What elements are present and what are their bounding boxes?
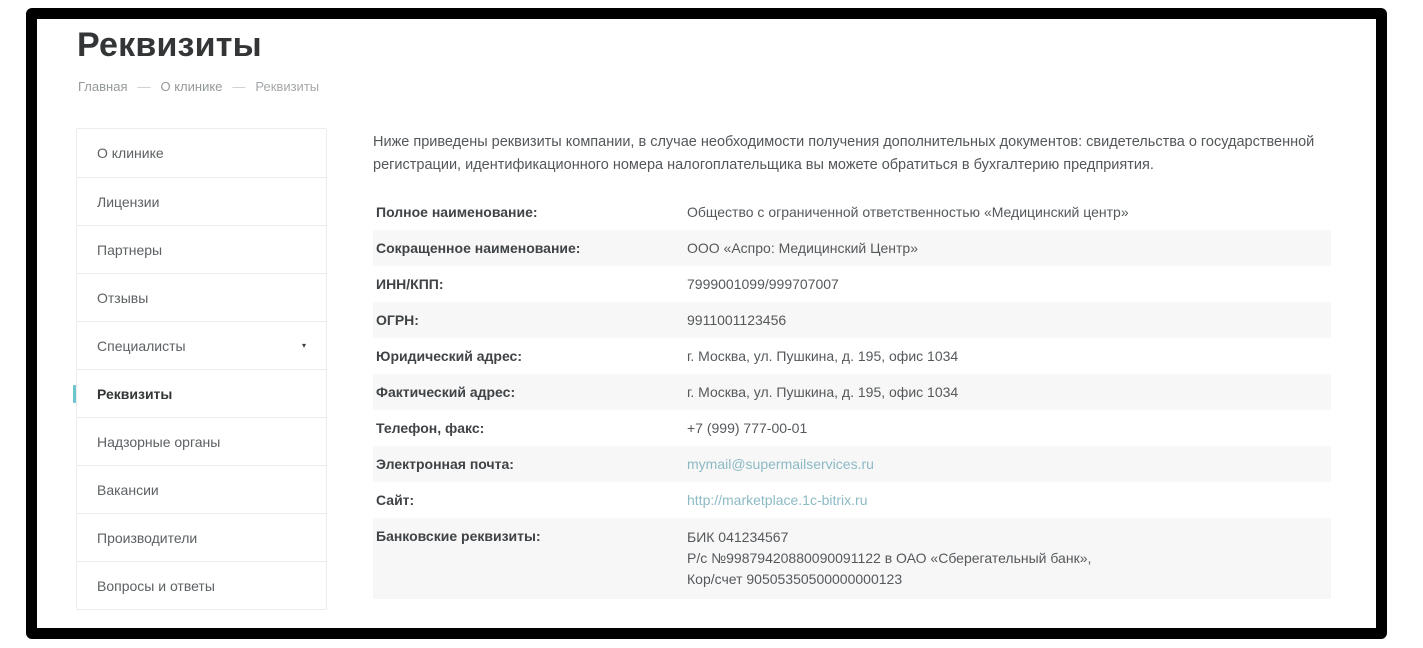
email-link[interactable]: mymail@supermailservices.ru	[687, 456, 874, 472]
sidebar-item-voprosy-i-otvety[interactable]	[77, 561, 326, 609]
table-row	[373, 446, 1331, 482]
site-link[interactable]: http://marketplace.1c-bitrix.ru	[687, 492, 868, 508]
breadcrumb-item-0[interactable]: Главная	[78, 79, 128, 94]
active-item-marker	[73, 385, 76, 403]
row-value-line: Р/с №99879420880090091122 в ОАО «Сберегательный банк»,	[687, 550, 1092, 566]
table-row	[373, 518, 1331, 599]
breadcrumb-item-2: Реквизиты	[255, 79, 320, 94]
row-label: Полное наименование:	[376, 204, 538, 220]
row-value: г. Москва, ул. Пушкина, д. 195, офис 1034	[687, 384, 959, 400]
breadcrumb	[78, 79, 319, 94]
row-label: ОГРН:	[376, 312, 419, 328]
row-value: Общество с ограниченной ответственностью «Медицинский центр»	[687, 204, 1129, 220]
row-label: Телефон, факс:	[376, 420, 485, 436]
row-value: ООО «Аспро: Медицинский Центр»	[687, 240, 918, 256]
row-value: 9911001123456	[687, 312, 787, 328]
sidebar-item-label: Лицензии	[97, 194, 160, 210]
table-row	[373, 230, 1331, 266]
table-row	[373, 266, 1331, 302]
row-value	[687, 527, 1331, 590]
row-label: Фактический адрес:	[376, 384, 516, 400]
sidebar-item-label: О клинике	[97, 145, 164, 161]
requisites-table	[373, 194, 1331, 599]
sidebar-item-label: Партнеры	[97, 242, 163, 258]
sidebar-item-rekvizity[interactable]	[77, 369, 326, 417]
table-row	[373, 338, 1331, 374]
sidebar-item-label: Вопросы и ответы	[97, 578, 215, 594]
sidebar-item-label: Отзывы	[97, 290, 149, 306]
sidebar-item-o-klinike[interactable]	[77, 129, 326, 177]
sidebar-menu	[76, 128, 327, 610]
breadcrumb-separator: —	[232, 79, 246, 94]
breadcrumb-separator: —	[137, 79, 151, 94]
row-value: 7999001099/999707007	[687, 276, 839, 292]
sidebar-item-label: Надзорные органы	[97, 434, 221, 450]
row-label: ИНН/КПП:	[376, 276, 444, 292]
table-row	[373, 194, 1331, 230]
sidebar-item-vakansii[interactable]	[77, 465, 326, 513]
table-row	[373, 302, 1331, 338]
row-label: Банковские реквизиты:	[376, 528, 541, 544]
row-value: +7 (999) 777-00-01	[687, 420, 808, 436]
row-value	[687, 455, 1331, 473]
sidebar-item-proizvoditeli[interactable]	[77, 513, 326, 561]
row-label: Сокращенное наименование:	[376, 240, 581, 256]
breadcrumb-item-1[interactable]: О клинике	[160, 79, 223, 94]
row-value-line: БИК 041234567	[687, 529, 789, 545]
sidebar-item-otzyvy[interactable]	[77, 273, 326, 321]
chevron-down-icon: ▾	[301, 341, 306, 350]
row-value: г. Москва, ул. Пушкина, д. 195, офис 1034	[687, 348, 959, 364]
sidebar-item-nadzornye-organy[interactable]	[77, 417, 326, 465]
row-label: Сайт:	[376, 492, 415, 508]
table-row	[373, 374, 1331, 410]
sidebar-item-label: Специалисты	[97, 338, 186, 354]
row-value	[687, 491, 1331, 509]
intro-text: Ниже приведены реквизиты компании, в случае необходимости получения дополнительных документов: свидетельства о государственной регистрации, идентификационного номера налогоплательщика вы можете обратиться в бухгалтерию предприятия.	[373, 134, 1315, 173]
sidebar-item-licenzii[interactable]	[77, 177, 326, 225]
main-content	[373, 131, 1331, 587]
page-title: Реквизиты	[77, 26, 262, 64]
sidebar-item-specialisty[interactable]	[77, 321, 326, 369]
sidebar-item-label: Реквизиты	[97, 386, 173, 402]
row-label: Электронная почта:	[376, 456, 514, 472]
sidebar-item-partnery[interactable]	[77, 225, 326, 273]
row-value-line: Кор/счет 90505350500000000123	[687, 571, 903, 587]
sidebar-item-label: Вакансии	[97, 482, 159, 498]
table-row	[373, 482, 1331, 518]
row-label: Юридический адрес:	[376, 348, 522, 364]
sidebar-item-label: Производители	[97, 530, 198, 546]
table-row	[373, 410, 1331, 446]
